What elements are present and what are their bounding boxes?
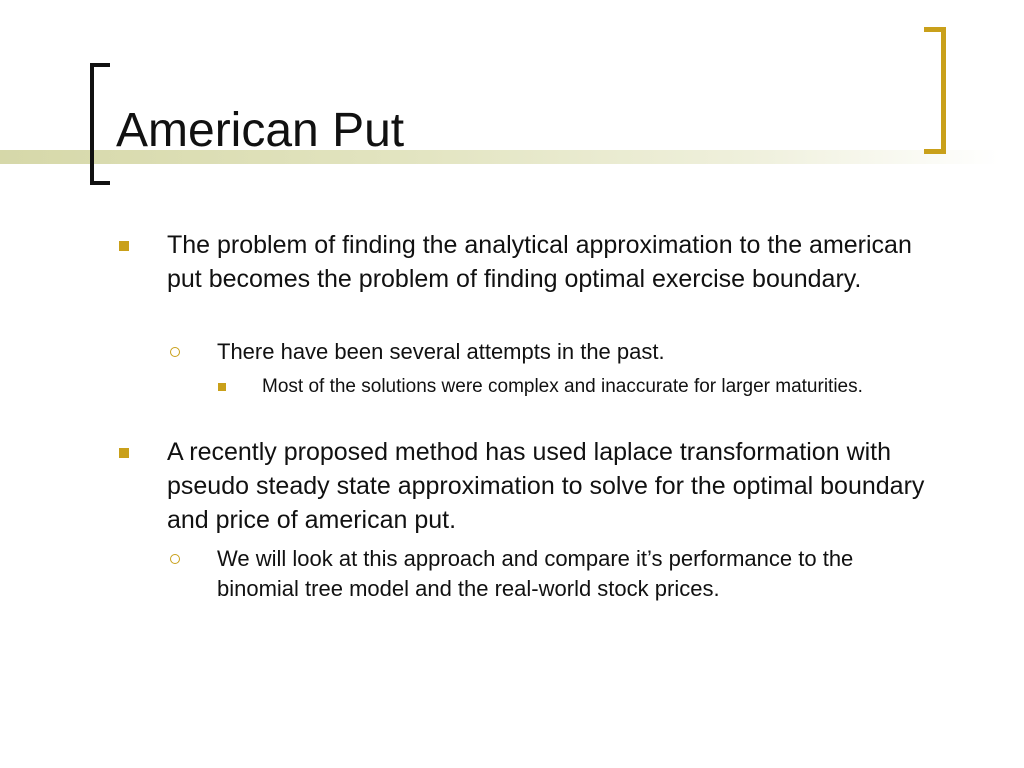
sub-sub-bullet-item: [262, 373, 922, 400]
sub-sub-bullet-text: Most of the solutions were complex and inaccurate for larger maturities.: [262, 376, 863, 397]
sub-bullet-text: There have been several attempts in the past.: [217, 339, 665, 364]
small-square-bullet-icon: [218, 383, 226, 391]
sub-bullet-item: [217, 544, 937, 604]
bullet-text: The problem of finding the analytical approximation to the american put becomes the problem of finding optimal exercise boundary.: [167, 231, 912, 293]
bullet-text: A recently proposed method has used laplace transformation with pseudo steady state approximation to solve for the optimal boundary and price of american put.: [167, 438, 925, 534]
square-bullet-icon: [119, 241, 129, 251]
slide-title: American Put: [116, 104, 405, 157]
bullet-item: [167, 435, 947, 537]
circle-bullet-icon: [170, 554, 180, 564]
sub-bullet-item: [217, 337, 937, 367]
sub-bullet-text: We will look at this approach and compare it’s performance to the binomial tree model and the real-world stock prices.: [217, 546, 854, 601]
square-bullet-icon: [119, 448, 129, 458]
circle-bullet-icon: [170, 347, 180, 357]
bullet-item: [167, 228, 947, 296]
